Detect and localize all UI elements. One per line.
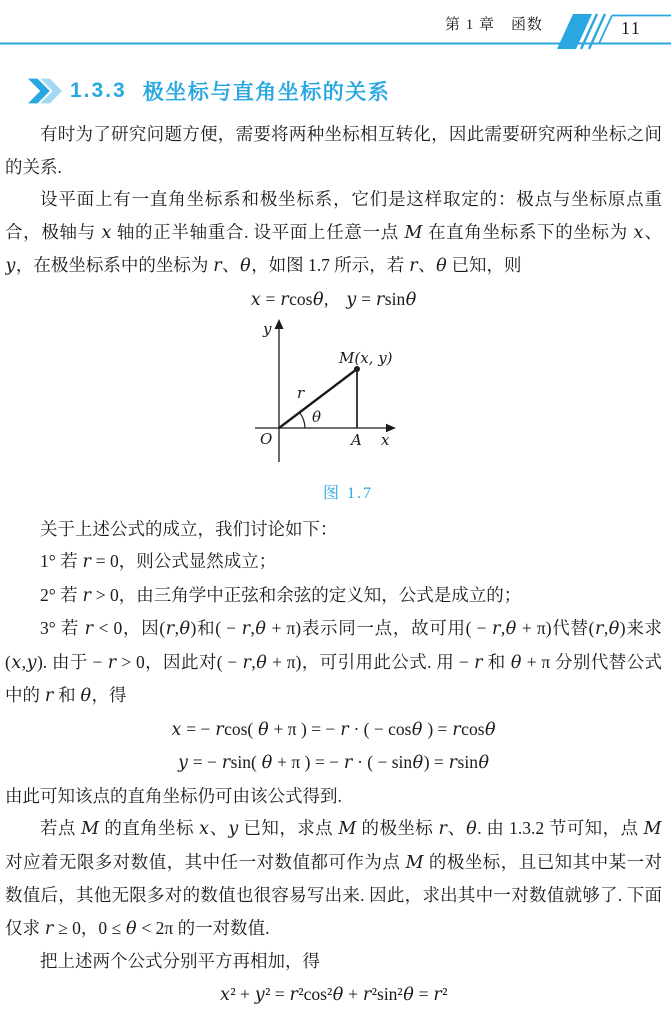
header-rule-decoration	[0, 0, 671, 56]
y-axis-label: y	[262, 320, 272, 338]
figure-caption: 图 1.7	[243, 483, 453, 505]
angle-label: θ	[312, 408, 321, 426]
list-item-case-3: 3° 若 r < 0，因(r,θ)和( − r,θ + π)表示同一点，故可用( − r,θ + π)代替(r,θ)来求(x,y). 由于 − r > 0，因此对( − r,θ + π)，可引用此公式. 用 − r 和 θ + π 分别代替公式中的 r 和 θ，得	[5, 612, 662, 713]
paragraph-inverse-problem: 若点 M 的直角坐标 x、y 已知，求点 M 的极坐标 r、θ. 由 1.3.2 节可知，点 M 对应着无限多对数值，其中任一对数值都可作为点 M 的极坐标，且已知其中某一对数值后，其他无限多对的数值也很容易写出来. 因此，求出其中一对数值就够了. 下面仅求 r ≥ 0，0 ≤ θ < 2π 的一对数值.	[5, 812, 662, 945]
chapter-label: 第 1 章 函数	[445, 17, 543, 34]
paragraph-intro: 有时为了研究问题方便，需要将两种坐标相互转化，因此需要研究两种坐标之间的关系.	[5, 118, 662, 183]
section-number: 1.3.3	[70, 79, 127, 103]
section-heading	[28, 76, 671, 106]
y-axis-arrow-icon	[275, 319, 284, 329]
paragraph-conclusion: 由此可知该点的直角坐标仍可由该公式得到.	[5, 780, 662, 813]
formula-conversion: x = rcosθ, y = rsinθ	[5, 283, 662, 317]
origin-label: O	[260, 430, 272, 448]
formula-pythagorean: x² + y² = r²cos²θ + r²sin²θ = r²	[5, 978, 662, 1011]
angle-arc	[300, 413, 306, 429]
figure-1-7	[243, 318, 453, 505]
paragraph-setup: 设平面上有一直角坐标系和极坐标系，它们是这样取定的：极点与坐标原点重合，极轴与 x 轴的正半轴重合. 设平面上任意一点 M 在直角坐标系下的坐标为 x、y，在极坐标系中的坐标为 r、θ，如图 1.7 所示，若 r、θ 已知，则	[5, 183, 662, 283]
paragraph-discussion-lead: 关于上述公式的成立，我们讨论如下：	[5, 513, 662, 546]
double-chevron-icon	[28, 78, 64, 104]
radius-label: r	[297, 384, 305, 402]
section-title: 极坐标与直角坐标的关系	[143, 76, 391, 106]
list-item-case-2: 2° 若 r > 0，由三角学中正弦和余弦的定义知，公式是成立的；	[5, 579, 662, 613]
point-m-label: M(x, y)	[338, 349, 393, 367]
formula-y-substitution: y = − rsin( θ + π ) = − r · ( − sinθ) = rsinθ	[5, 746, 662, 780]
page-number: 11	[621, 18, 641, 39]
x-axis-label: x	[381, 431, 390, 449]
formula-x-substitution: x = − rcos( θ + π ) = − r · ( − cosθ ) = rcosθ	[5, 713, 662, 747]
list-item-case-1: 1° 若 r = 0，则公式显然成立；	[5, 545, 662, 579]
polar-coordinates-diagram	[243, 318, 453, 468]
foot-point-label: A	[349, 431, 362, 449]
page-body	[0, 106, 671, 1011]
page-header	[0, 0, 671, 56]
paragraph-square-add-lead: 把上述两个公式分别平方再相加，得	[5, 945, 662, 978]
